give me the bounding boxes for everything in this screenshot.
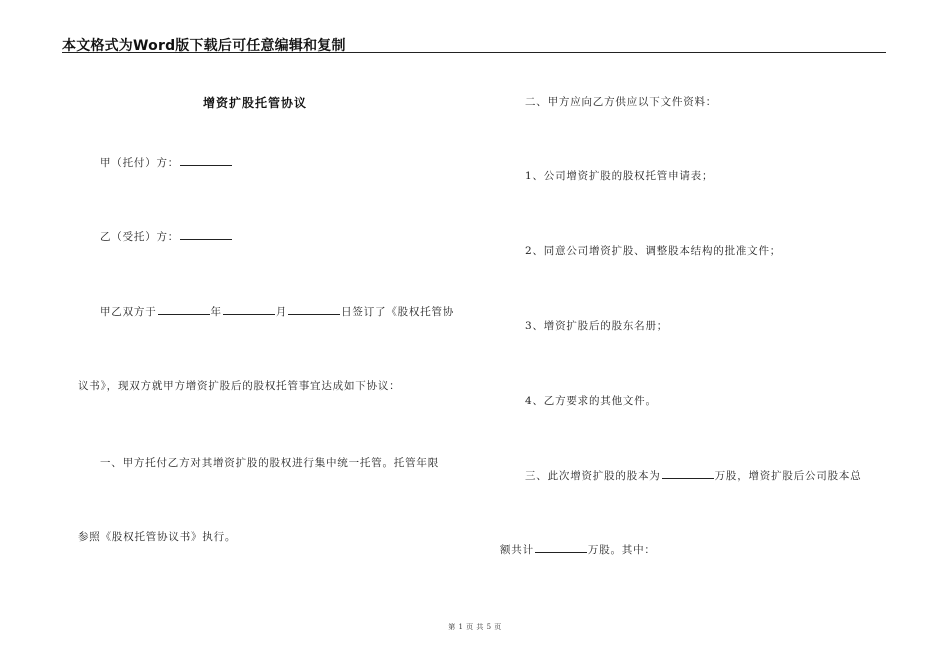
- s3-end: 万股，增资扩股后公司股本总: [714, 470, 862, 482]
- total-shares-blank[interactable]: [535, 542, 587, 553]
- party-b-line: [100, 229, 233, 244]
- p1-year: 年: [210, 306, 222, 318]
- party-a-label: 甲（托付）方：: [100, 157, 180, 169]
- header-title: 本文格式为Word版下载后可任意编辑和复制: [62, 38, 346, 54]
- share-capital-blank[interactable]: [662, 468, 714, 479]
- p1-end: 日签订了《股权托管协: [341, 306, 455, 318]
- paragraph-2-line-2: 参照《股权托管协议书》执行。: [78, 531, 237, 543]
- month-blank[interactable]: [223, 304, 275, 315]
- s3-start: 三、此次增资扩股的股本为: [525, 470, 661, 482]
- list-item: 2、同意公司增资扩股、调整股本结构的批准文件；: [525, 245, 782, 257]
- party-b-blank[interactable]: [180, 229, 232, 240]
- p1-start: 甲乙双方于: [100, 306, 157, 318]
- section-3-line-1: [525, 468, 862, 483]
- header-divider: [62, 52, 886, 53]
- list-item: 1、公司增资扩股的股权托管申请表；: [525, 170, 714, 182]
- year-blank[interactable]: [158, 304, 210, 315]
- document-header: [62, 34, 886, 54]
- party-b-label: 乙（受托）方：: [100, 231, 180, 243]
- day-blank[interactable]: [288, 304, 340, 315]
- s3-cont-start: 额共计: [500, 544, 534, 556]
- paragraph-1-line-1: [100, 304, 454, 319]
- paragraph-1-line-2: 议书》，现双方就甲方增资扩股后的股权托管事宜达成如下协议：: [78, 380, 401, 392]
- party-a-blank[interactable]: [180, 155, 232, 166]
- page-footer: 第 1 页 共 5 页: [448, 623, 502, 631]
- section-3-line-2: [500, 542, 656, 557]
- s3-cont-end: 万股。其中：: [587, 544, 656, 556]
- paragraph-2-line-1: 一、甲方托付乙方对其增资扩股的股权进行集中统一托管。托管年限: [100, 457, 439, 469]
- document-title: 增资扩股托管协议: [203, 96, 308, 110]
- section-2-title: 二、甲方应向乙方供应以下文件资料：: [525, 96, 718, 108]
- p1-month: 月: [275, 306, 288, 318]
- list-item: 4、乙方要求的其他文件。: [525, 395, 657, 407]
- list-item: 3、增资扩股后的股东名册；: [525, 320, 669, 332]
- party-a-line: [100, 155, 233, 170]
